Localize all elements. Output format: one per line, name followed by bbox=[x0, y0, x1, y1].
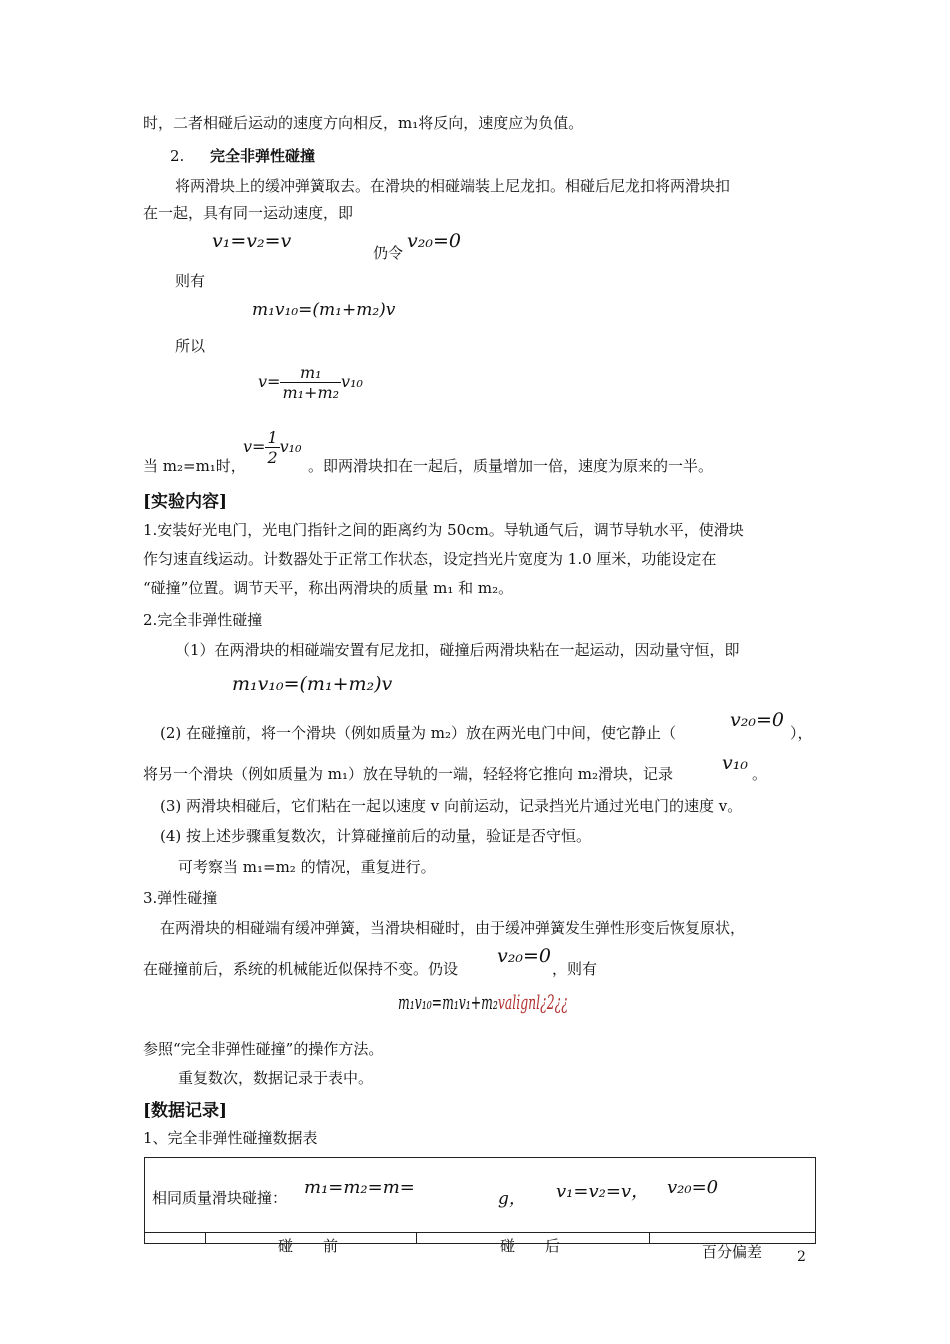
equation: m₁v₁₀=(m₁+m₂)v bbox=[252, 300, 396, 320]
table-title: 1、完全非弹性碰撞数据表 bbox=[143, 1129, 318, 1147]
table-border-left bbox=[144, 1157, 145, 1244]
paragraph-line: 参照“完全非弹性碰撞”的操作方法。 bbox=[143, 1040, 384, 1058]
table-col-divider bbox=[416, 1232, 417, 1244]
table-cell-unit: g， bbox=[498, 1189, 526, 1209]
equation: m₁v₁₀=(m₁+m₂)v bbox=[232, 673, 393, 695]
intro-line: 时，二者相碰后运动的速度方向相反，m₁将反向，速度应为负值。 bbox=[143, 114, 584, 132]
fraction bbox=[265, 428, 279, 467]
equation: v₂₀=0 bbox=[497, 945, 551, 967]
fraction-equation bbox=[258, 363, 363, 402]
subsection-title: 3.弹性碰撞 bbox=[143, 889, 218, 907]
paragraph-line: ）， bbox=[790, 724, 813, 742]
paragraph-line: 所以 bbox=[175, 337, 206, 355]
fraction-equation bbox=[243, 428, 302, 467]
paragraph-line: (2) 在碰撞前，将一个滑块（例如质量为 m₂）放在两光电门中间，使它静止（ bbox=[160, 724, 677, 742]
equation-tail: v₁₀ bbox=[341, 372, 363, 391]
equation-broken-field: valignl¿2¿¿ bbox=[497, 990, 568, 1014]
fraction bbox=[280, 363, 341, 402]
section-title: 完全非弹性碰撞 bbox=[210, 147, 316, 165]
subsection-title: 2.完全非弹性碰撞 bbox=[143, 611, 263, 629]
table-cell-equation: m₁=m₂=m= bbox=[304, 1177, 415, 1198]
paragraph-line: “碰撞”位置。调节天平，称出两滑块的质量 m₁ 和 m₂。 bbox=[143, 579, 514, 597]
table-col-divider bbox=[205, 1232, 206, 1244]
table-header-deviation: 百分偏差 bbox=[702, 1243, 763, 1261]
equation-body: m₁v₁₀=m₁v₁+m₂ bbox=[398, 990, 498, 1014]
equation-lhs: v= bbox=[243, 437, 266, 456]
paragraph-line: 将两滑块上的缓冲弹簧取去。在滑块的相碰端装上尼龙扣。相碰后尼龙扣将两滑块扣 bbox=[175, 177, 731, 195]
section-heading: [数据记录] bbox=[143, 1101, 228, 1121]
equation bbox=[398, 990, 568, 1014]
page-number: 2 bbox=[797, 1249, 806, 1265]
fraction-denominator: 2 bbox=[267, 448, 278, 467]
equation: v₁₀ bbox=[722, 752, 748, 774]
section-heading: [实验内容] bbox=[143, 492, 228, 512]
paragraph-line: 1.安装好光电门，光电门指针之间的距离约为 50cm。导轨通气后，调节导轨水平，使滑块 bbox=[143, 521, 744, 539]
paragraph-line: （1）在两滑块的相碰端安置有尼龙扣，碰撞后两滑块粘在一起运动，因动量守恒，即 bbox=[175, 641, 740, 659]
paragraph-line: 在碰撞前后，系统的机械能近似保持不变。仍设 bbox=[143, 960, 459, 978]
equation-tail: v₁₀ bbox=[279, 437, 302, 456]
equation: v₂₀=0 bbox=[407, 230, 461, 252]
fraction-numerator: m₁ bbox=[280, 363, 341, 383]
table-border-top bbox=[144, 1157, 816, 1158]
table-cell-equation: v₂₀=0 bbox=[667, 1177, 719, 1198]
equation-note: 仍令 bbox=[373, 244, 404, 262]
table-cell-label: 相同质量滑块碰撞： bbox=[152, 1189, 288, 1207]
equation: v₂₀=0 bbox=[730, 709, 784, 731]
paragraph-line: 重复数次，数据记录于表中。 bbox=[178, 1069, 374, 1087]
paragraph-line: 在一起，具有同一运动速度，即 bbox=[143, 204, 354, 222]
table-col-divider bbox=[649, 1232, 650, 1244]
paragraph-line: 将另一个滑块（例如质量为 m₁）放在导轨的一端，轻轻将它推向 m₂滑块，记录 bbox=[143, 765, 674, 783]
section-number: 2. bbox=[170, 147, 185, 165]
equation-lhs: v= bbox=[258, 372, 281, 391]
paragraph-line: (4) 按上述步骤重复数次，计算碰撞前后的动量，验证是否守恒。 bbox=[160, 827, 592, 845]
paragraph-line: 可考察当 m₁=m₂ 的情况，重复进行。 bbox=[178, 858, 436, 876]
fraction-numerator: 1 bbox=[267, 428, 278, 447]
paragraph-line: ，则有 bbox=[552, 960, 598, 978]
paragraph-line: 当 m₂=m₁时， bbox=[143, 457, 246, 475]
equation: v₁=v₂=v bbox=[212, 230, 292, 252]
paragraph-line: (3) 两滑块相碰后，它们粘在一起以速度 v 向前运动，记录挡光片通过光电门的速度 v。 bbox=[160, 797, 743, 815]
table-row-divider bbox=[144, 1232, 816, 1233]
paragraph-line: 在两滑块的相碰端有缓冲弹簧，当滑块相碰时，由于缓冲弹簧发生弹性形变后恢复原状， bbox=[160, 919, 746, 937]
fraction-denominator: m₁+m₂ bbox=[282, 383, 340, 402]
paragraph-line: 。 bbox=[752, 765, 768, 783]
table-header-before: 碰 前 bbox=[278, 1237, 339, 1255]
paragraph-line: 。即两滑块扣在一起后，质量增加一倍，速度为原来的一半。 bbox=[308, 457, 714, 475]
paragraph-line: 作匀速直线运动。计数器处于正常工作状态，设定挡光片宽度为 1.0 厘米，功能设定在 bbox=[143, 550, 717, 568]
table-border-right bbox=[815, 1157, 816, 1244]
table-header-after: 碰 后 bbox=[500, 1237, 561, 1255]
paragraph-line: 则有 bbox=[175, 272, 206, 290]
table-cell-equation: v₁=v₂=v， bbox=[556, 1181, 650, 1202]
